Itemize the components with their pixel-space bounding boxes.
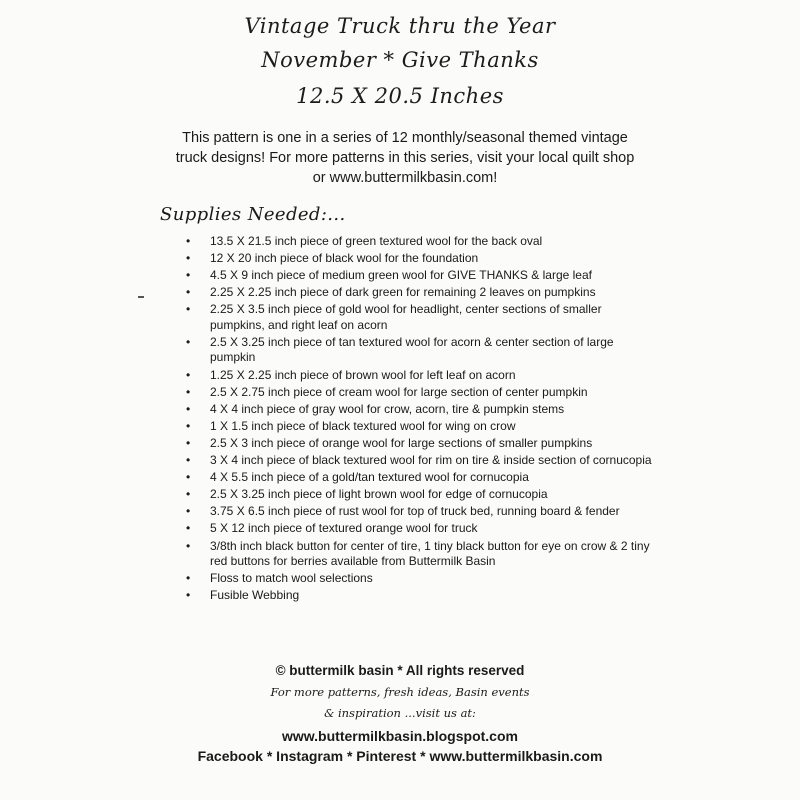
pattern-size: 12.5 X 20.5 Inches <box>296 84 504 108</box>
more-info-line: & inspiration ...visit us at: <box>324 706 476 720</box>
supply-item: • 2.5 X 3.25 inch piece of tan textured wool for acorn & center section of large pumpkin <box>186 335 656 366</box>
supply-item: • 1.25 X 2.25 inch piece of brown wool for left leaf on acorn <box>186 368 656 384</box>
supply-item: • 3/8th inch black button for center of tire, 1 tiny black button for eye on crow & 2 tiny red buttons for berries available from Buttermilk Basin <box>186 539 656 570</box>
supply-item: • 3.75 X 6.5 inch piece of rust wool for top of truck bed, running board & fender <box>186 504 656 520</box>
supply-item: • 1 X 1.5 inch piece of black textured wool for wing on crow <box>186 419 656 435</box>
supply-item: • 2.5 X 3.25 inch piece of light brown wool for edge of cornucopia <box>186 487 656 503</box>
supply-item: • 4 X 4 inch piece of gray wool for crow, acorn, tire & pumpkin stems <box>186 402 656 418</box>
supplies-heading: Supplies Needed:... <box>160 204 346 225</box>
supply-item: • 4 X 5.5 inch piece of a gold/tan textured wool for cornucopia <box>186 470 656 486</box>
supply-item: • 3 X 4 inch piece of black textured wool for rim on tire & inside section of cornucopia <box>186 453 656 469</box>
supply-item: • 5 X 12 inch piece of textured orange wool for truck <box>186 521 656 537</box>
blog-url: www.buttermilkbasin.blogspot.com <box>282 728 518 744</box>
supply-item: • 4.5 X 9 inch piece of medium green wool for GIVE THANKS & large leaf <box>186 268 656 284</box>
supply-item: • 13.5 X 21.5 inch piece of green textured wool for the back oval <box>186 234 656 250</box>
supply-item: • 2.25 X 3.5 inch piece of gold wool for headlight, center sections of smaller pumpkins, and right leaf on acorn <box>186 302 656 333</box>
supply-item: • 2.5 X 3 inch piece of orange wool for large sections of smaller pumpkins <box>186 436 656 452</box>
intro-line: or www.buttermilkbasin.com! <box>312 170 498 186</box>
intro-line: This pattern is one in a series of 12 monthly/seasonal themed vintage <box>182 130 628 146</box>
pattern-subtitle: November * Give Thanks <box>261 48 539 72</box>
supply-item: • Floss to match wool selections <box>186 571 656 587</box>
supplies-list <box>186 234 656 605</box>
pattern-title: Vintage Truck thru the Year <box>244 14 556 38</box>
more-info-line: For more patterns, fresh ideas, Basin events <box>270 685 530 699</box>
supply-item: • 12 X 20 inch piece of black wool for the foundation <box>186 251 656 267</box>
copyright-notice: © buttermilk basin * All rights reserved <box>275 663 525 678</box>
supply-item: • 2.5 X 2.75 inch piece of cream wool for large section of center pumpkin <box>186 385 656 401</box>
supply-item: • Fusible Webbing <box>186 588 656 604</box>
intro-paragraph <box>150 128 660 188</box>
intro-line: truck designs! For more patterns in this series, visit your local quilt shop <box>175 150 635 166</box>
social-links: Facebook * Instagram * Pinterest * www.buttermilkbasin.com <box>197 748 603 764</box>
supply-item: • 2.25 X 2.25 inch piece of dark green for remaining 2 leaves on pumpkins <box>186 285 656 301</box>
scan-mark <box>138 296 144 298</box>
